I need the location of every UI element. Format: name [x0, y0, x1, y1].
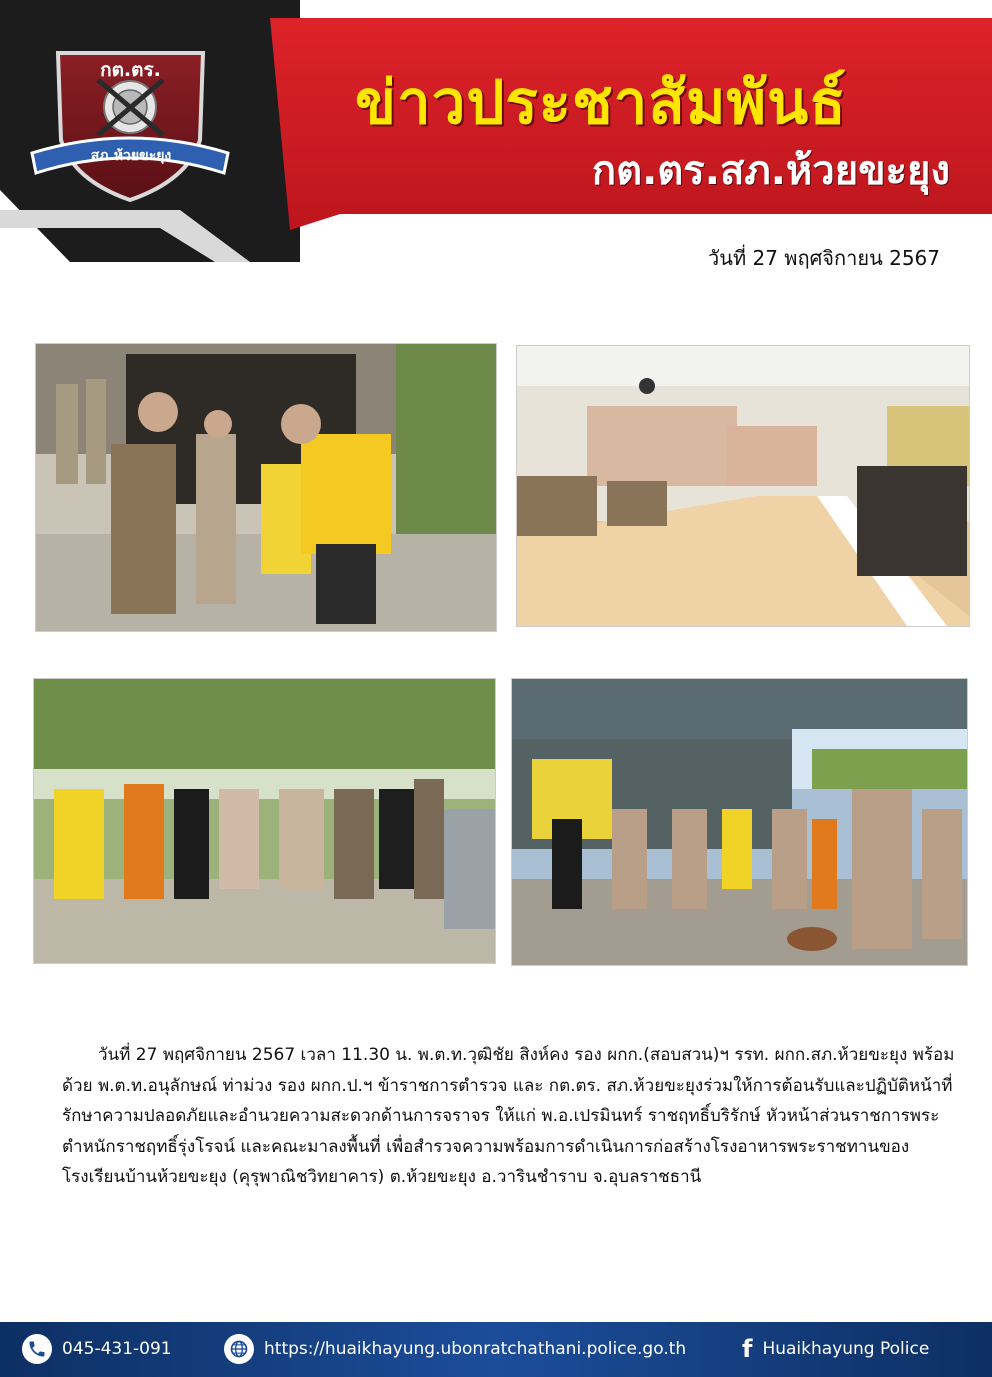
photo-greeting-at-entrance [35, 343, 497, 632]
page-subtitle: กต.ตร.สภ.ห้วยขะยุง [591, 148, 950, 194]
contact-footer [0, 1322, 992, 1377]
footer-facebook-text: Huaikhayung Police [762, 1339, 930, 1359]
footer-website-text: https://huaikhayung.ubonratchathani.police.go.th [264, 1339, 687, 1359]
photo-school-building [511, 678, 968, 966]
page-title: ข่าวประชาสัมพันธ์ [355, 68, 847, 138]
footer-website[interactable] [224, 1332, 686, 1366]
globe-icon [224, 1334, 254, 1364]
footer-facebook[interactable] [742, 1332, 929, 1366]
phone-icon [22, 1334, 52, 1364]
photo-outdoor-group [33, 678, 496, 964]
news-date: วันที่ 27 พฤศจิกายน 2567 [708, 246, 940, 270]
police-badge-logo [28, 45, 233, 205]
badge-ribbon-label: สภ.ห้วยขะยุง [90, 148, 172, 164]
footer-phone-text: 045-431-091 [62, 1339, 172, 1359]
footer-phone[interactable] [22, 1332, 172, 1366]
facebook-icon: f [742, 1335, 753, 1363]
photo-meeting-room [516, 345, 970, 627]
news-body [62, 1040, 962, 1193]
news-paragraph: วันที่ 27 พฤศจิกายน 2567 เวลา 11.30 น. พ.ต.ท.วุฒิชัย สิงห์คง รอง ผกก.(สอบสวน)ฯ รรท. ผกก.สภ.ห้วยขะยุง พร้อมด้วย พ.ต.ท.อนุลักษณ์ ท่าม่วง รอง ผกก.ป.ฯ ข้าราชการตำรวจ และ กต.ตร. สภ.ห้วยขะยุงร่วมให้การต้อนรับและปฏิบัติหน้าที่รักษาความปลอดภัยและอำนวยความสะดวกด้านการจราจร ให้แก่ พ.อ.เปรมินทร์ ราชฤทธิ์บริรักษ์ หัวหน้าส่วนราชการพระตำหนักราชฤทธิ์รุ่งโรจน์ และคณะมาลงพื้นที่ เพื่อสำรวจความพร้อมการดำเนินการก่อสร้างโรงอาหารพระราชทานของโรงเรียนบ้านห้วยขะยุง (คุรุพาณิชวิทยาคาร) ต.ห้วยขะยุง อ.วารินชำราบ จ.อุบลราชธานี [62, 1045, 955, 1187]
badge-top-label: กต.ตร. [100, 59, 161, 81]
